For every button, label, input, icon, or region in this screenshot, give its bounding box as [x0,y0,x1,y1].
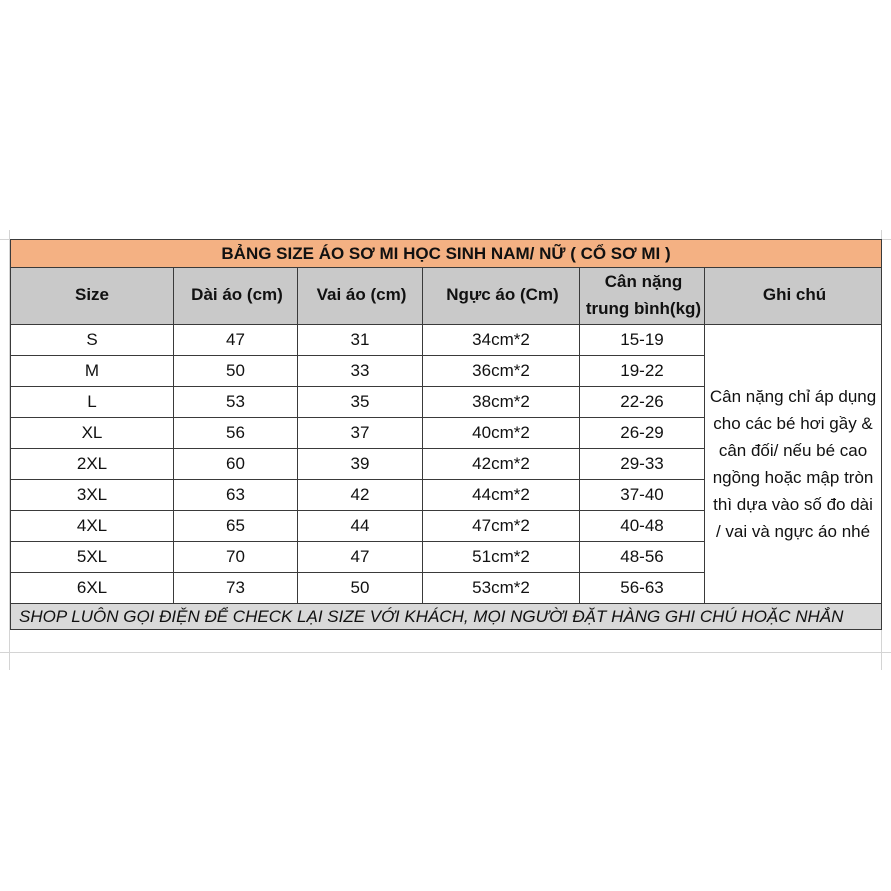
cell-shoulder: 33 [298,356,423,387]
cell-weight: 19-22 [580,356,705,387]
cell-length: 70 [174,542,298,573]
cell-chest: 36cm*2 [423,356,580,387]
cell-chest: 40cm*2 [423,418,580,449]
cell-size: S [11,325,174,356]
cell-size: XL [11,418,174,449]
header-row [11,268,882,325]
header-size: Size [11,268,174,325]
cell-shoulder: 35 [298,387,423,418]
cell-length: 47 [174,325,298,356]
cell-size: 3XL [11,480,174,511]
cell-shoulder: 42 [298,480,423,511]
cell-shoulder: 39 [298,449,423,480]
cell-length: 56 [174,418,298,449]
cell-chest: 38cm*2 [423,387,580,418]
cell-length: 60 [174,449,298,480]
table-title: BẢNG SIZE ÁO SƠ MI HỌC SINH NAM/ NỮ ( CỔ SƠ MI ) [11,240,882,268]
title-row [11,240,882,268]
table-row [11,325,882,356]
cell-weight: 56-63 [580,573,705,604]
header-shoulder: Vai áo (cm) [298,268,423,325]
cell-length: 63 [174,480,298,511]
cell-weight: 37-40 [580,480,705,511]
cell-chest: 42cm*2 [423,449,580,480]
cell-size: 4XL [11,511,174,542]
header-note: Ghi chú [705,268,882,325]
footer-note: SHOP LUÔN GỌI ĐIỆN ĐỂ CHECK LẠI SIZE VỚI KHÁCH, MỌI NGƯỜI ĐẶT HÀNG GHI CHÚ HOẶC NHẮN [11,604,882,630]
cell-weight: 29-33 [580,449,705,480]
cell-shoulder: 44 [298,511,423,542]
cell-weight: 22-26 [580,387,705,418]
cell-shoulder: 31 [298,325,423,356]
cell-length: 65 [174,511,298,542]
cell-weight: 26-29 [580,418,705,449]
cell-length: 53 [174,387,298,418]
size-table [10,239,882,630]
cell-size: 6XL [11,573,174,604]
header-length: Dài áo (cm) [174,268,298,325]
cell-chest: 47cm*2 [423,511,580,542]
header-chest: Ngực áo (Cm) [423,268,580,325]
cell-chest: 44cm*2 [423,480,580,511]
cell-weight: 48-56 [580,542,705,573]
header-weight: Cân nặng trung bình(kg) [580,268,705,325]
footer-row [11,604,882,630]
cell-length: 50 [174,356,298,387]
cell-chest: 34cm*2 [423,325,580,356]
note-cell: Cân nặng chỉ áp dụng cho các bé hơi gầy & cân đối/ nếu bé cao ngồng hoặc mập tròn thì dựa vào số đo dài / vai và ngực áo nhé [705,325,882,604]
cell-size: L [11,387,174,418]
cell-length: 73 [174,573,298,604]
cell-size: 5XL [11,542,174,573]
cell-chest: 53cm*2 [423,573,580,604]
gridline [0,652,891,653]
cell-size: M [11,356,174,387]
cell-weight: 40-48 [580,511,705,542]
cell-shoulder: 47 [298,542,423,573]
cell-size: 2XL [11,449,174,480]
cell-weight: 15-19 [580,325,705,356]
cell-shoulder: 37 [298,418,423,449]
cell-shoulder: 50 [298,573,423,604]
cell-chest: 51cm*2 [423,542,580,573]
